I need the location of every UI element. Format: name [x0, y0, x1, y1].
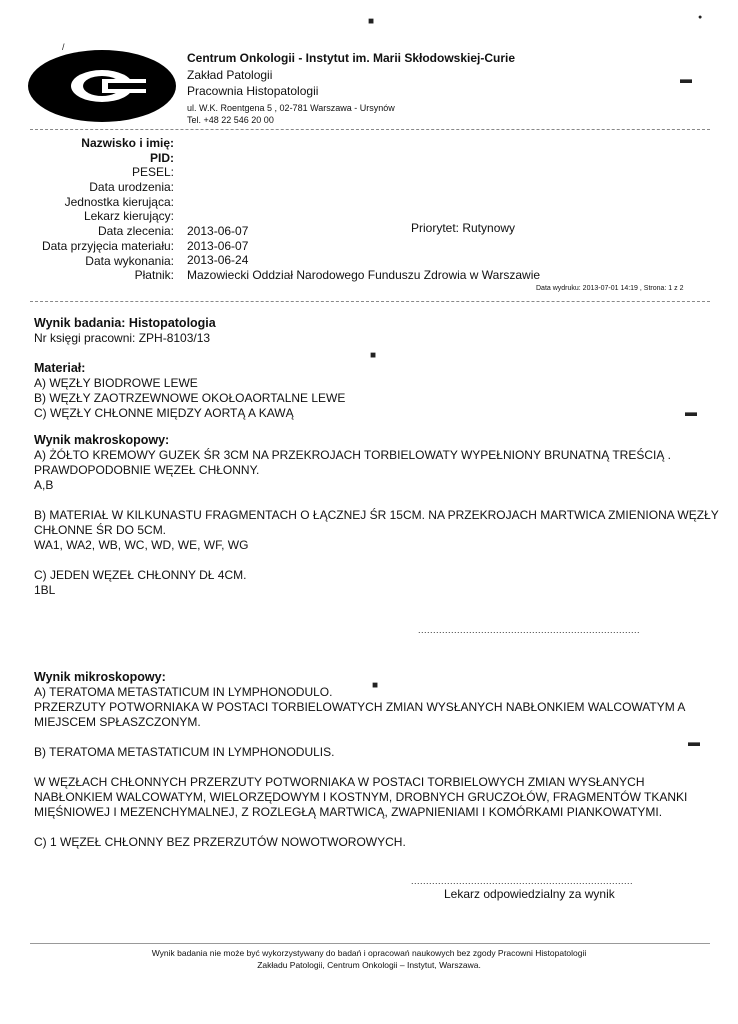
value-payer: Mazowiecki Oddział Narodowego Funduszu Zdrowia w Warszawie: [187, 268, 541, 283]
micro-b-line2: W WĘZŁACH CHŁONNYCH PRZERZUTY POTWORNIAKA W POSTACI TORBIELOWYCH ZMIAN WYSŁANYCH: [34, 775, 645, 789]
patient-labels: [20, 136, 174, 283]
scan-speck: ■: [372, 680, 379, 691]
material-item-b: B) WĘZŁY ZAOTRZEWNOWE OKOŁOAORTALNE LEWE: [34, 391, 346, 405]
priority: Priorytet: Rutynowy: [411, 221, 516, 235]
label-pid: PID:: [150, 150, 174, 165]
value-order-date: 2013-06-07: [187, 224, 249, 238]
header-divider: [30, 129, 710, 130]
macro-a-line2: PRAWDOPODOBNIE WĘZEŁ CHŁONNY.: [34, 463, 260, 477]
macro-b-line1: B) MATERIAŁ W KILKUNASTU FRAGMENTACH O ŁĄCZNEJ ŚR 15CM. NA PRZEKROJACH MARTWICA ZMIENIONA WĘZŁY: [34, 508, 719, 522]
label-name: Nazwisko i imię:: [81, 136, 174, 150]
label-unit: Jednostka kierująca:: [64, 194, 174, 209]
scan-speck: ▬: [688, 735, 700, 749]
institution-phone: Tel. +48 22 546 20 00: [187, 115, 274, 125]
micro-b-line3: NABŁONKIEM WALCOWATYM, WIELORZĘDOWYM I KOSTNYM, DROBNYCH GRUCZOŁÓW, FRAGMENTÓW TKANKI: [34, 790, 688, 804]
micro-heading: Wynik mikroskopowy:: [34, 670, 166, 684]
label-exec-date: Data wykonania:: [85, 253, 174, 268]
macro-c-blocks: 1BL: [34, 583, 56, 597]
macro-heading: Wynik makroskopowy:: [34, 433, 170, 447]
micro-a-line1: A) TERATOMA METASTATICUM IN LYMPHONODULO.: [34, 685, 333, 699]
label-receipt-date: Data przyjęcia materiału:: [41, 238, 174, 253]
micro-a-line2: PRZERZUTY POTWORNIAKA W POSTACI TORBIELOWATYCH ZMIAN WYSŁANYCH NABŁONKIEM WALCOWATYM A: [34, 700, 686, 714]
value-exec-date: 2013-06-24: [187, 253, 249, 268]
macro-signature-dots: ..........................................................................: [418, 625, 641, 635]
scan-speck: /: [62, 42, 65, 52]
macro-b-line2: CHŁONNE ŚR DO 5CM.: [34, 523, 167, 537]
institution-address: ul. W.K. Roentgena 5 , 02-781 Warszawa - Ursynów: [187, 103, 395, 113]
footer: [0, 947, 738, 971]
print-info: Data wydruku: 2013-07-01 14:19 , Strona: 1 z 2: [536, 285, 684, 292]
micro-b-line1: B) TERATOMA METASTATICUM IN LYMPHONODULIS.: [34, 745, 335, 759]
result-title: Wynik badania: Histopatologia: [34, 316, 216, 330]
material-heading: Materiał:: [34, 361, 86, 375]
label-doctor: Lekarz kierujący:: [83, 209, 174, 224]
book-number: Nr księgi pracowni: ZPH-8103/13: [34, 331, 211, 345]
signature-dots: ..........................................................................: [411, 876, 634, 886]
material-item-a: A) WĘZŁY BIODROWE LEWE: [34, 376, 198, 390]
patient-divider: [30, 301, 710, 302]
result-header: [34, 316, 216, 346]
label-payer: Płatnik:: [134, 268, 174, 283]
department-name: Zakład Patologii: [187, 68, 273, 82]
macro-section: [34, 433, 719, 598]
institution-name: Centrum Onkologii - Instytut im. Marii Skłodowskiej-Curie: [187, 51, 516, 65]
micro-b-line4: MIĘŚNIOWEJ I MEZENCHYMALNEJ, Z ROZLEGŁĄ MARTWICĄ, ZWAPNIENIAMI I KOMÓRKAMI PIANKOWATYMI.: [34, 805, 663, 819]
institute-logo-icon: [28, 50, 176, 122]
macro-a-blocks: A,B: [34, 478, 54, 492]
value-receipt-date: 2013-06-07: [187, 238, 249, 253]
footer-line1: Wynik badania nie może być wykorzystywany do badań i opracowań naukowych bez zgody Pracowni Histopatologii: [151, 948, 587, 958]
signature-label: Lekarz odpowiedzialny za wynik: [444, 887, 615, 901]
micro-section: [34, 670, 687, 850]
scan-speck: ▬: [680, 72, 692, 86]
footer-divider: [30, 943, 710, 944]
scan-speck: ■: [370, 350, 377, 361]
label-pesel: PESEL:: [131, 165, 174, 180]
macro-b-blocks: WA1, WA2, WB, WC, WD, WE, WF, WG: [34, 538, 249, 552]
lab-name: Pracownia Histopatologii: [187, 84, 319, 98]
micro-a-line3: MIEJSCEM SPŁASZCZONYM.: [34, 715, 201, 729]
footer-line2: Zakładu Patologii, Centrum Onkologii – Instytut, Warszawa.: [257, 960, 481, 970]
scan-speck: ●: [698, 14, 703, 21]
scan-speck: ■: [368, 16, 375, 27]
macro-a-line1: A) ŻÓŁTO KREMOWY GUZEK ŚR 3CM NA PRZEKROJACH TORBIELOWATY WYPEŁNIONY BRUNATNĄ TREŚCIĄ .: [34, 448, 672, 462]
micro-c-line1: C) 1 WĘZEŁ CHŁONNY BEZ PRZERZUTÓW NOWOTWOROWYCH.: [34, 835, 406, 849]
material-item-c: C) WĘZŁY CHŁONNE MIĘDZY AORTĄ A KAWĄ: [34, 406, 294, 420]
label-order-date: Data zlecenia:: [97, 224, 174, 239]
scan-speck: ▬: [685, 405, 697, 419]
material-section: [34, 361, 345, 421]
macro-c-line1: C) JEDEN WĘZEŁ CHŁONNY DŁ 4CM.: [34, 568, 247, 582]
label-birth: Data urodzenia:: [89, 180, 174, 195]
